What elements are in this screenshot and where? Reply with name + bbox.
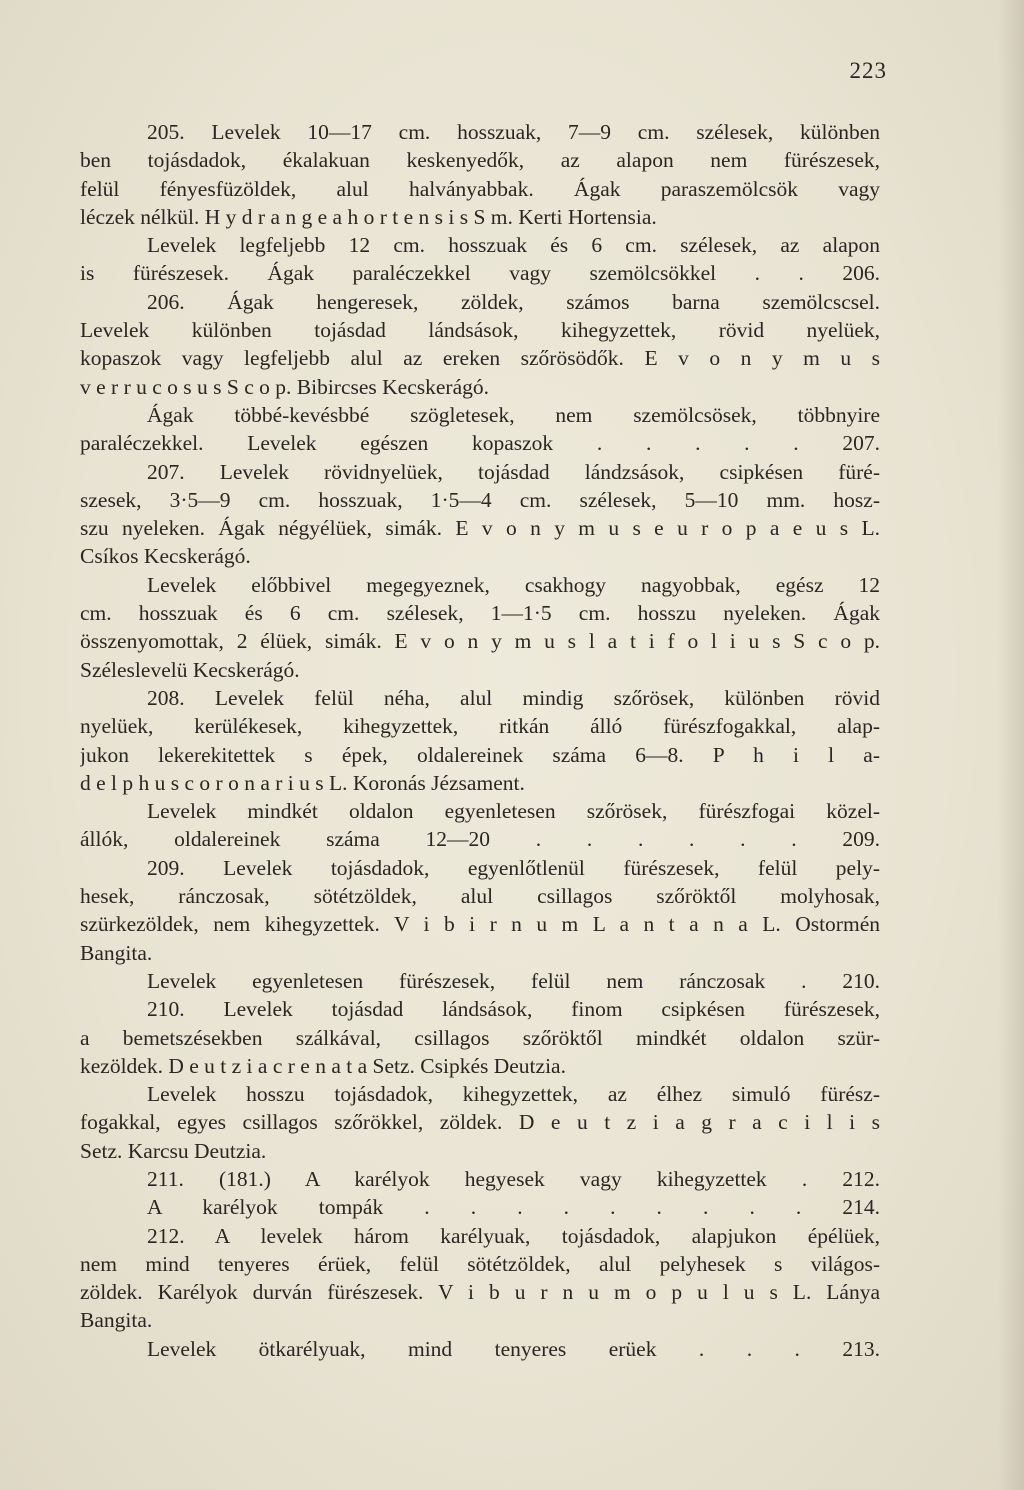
text-line: 208. Levelek felül néha, alul mindig szőrösek, különben rövid — [147, 685, 880, 710]
text-line: 209. Levelek tojásdadok, egyenlőtlenül fürészesek, felül pely- — [147, 855, 880, 880]
text-line: Levelek mindkét oldalon egyenletesen szőrösek, fürészfogai közel- — [147, 799, 880, 824]
text-line: Levelek legfeljebb 12 cm. hosszuak és 6 cm. szélesek, az alapon — [147, 233, 880, 258]
text-line: nem mind tenyeres érüek, felül sötétzöldek, alul pelyhesek s világos- — [80, 1251, 880, 1276]
text-line: Levelek előbbivel megegyeznek, csakhogy nagyobbak, egész 12 — [147, 572, 880, 597]
text-line: összenyomottak, 2 élüek, simák. E v o n y m u s l a t i f o l i u s S c o p. — [80, 629, 880, 654]
text-line: jukon lekerekitettek s épek, oldalereinek száma 6—8. P h i l a- — [80, 742, 880, 767]
text-line: A karélyok tompák . . . . . . . . . 214. — [147, 1195, 880, 1220]
text-line: állók, oldalereinek száma 12—20 . . . . . . 209. — [80, 827, 880, 852]
text-line: Levelek különben tojásdad lándsások, kihegyzettek, rövid nyelüek, — [80, 318, 880, 343]
text-line: 210. Levelek tojásdad lándsások, finom csipkésen fürészesek, — [147, 997, 880, 1022]
text-line: v e r r u c o s u s S c o p. Bibircses Kecskerágó. — [80, 374, 490, 399]
text-line: Bangita. — [80, 940, 153, 965]
text-line: Levelek egyenletesen fürészesek, felül nem ránczosak . 210. — [147, 968, 880, 993]
text-line: 205. Levelek 10—17 cm. hosszuak, 7—9 cm. szélesek, különben — [147, 120, 880, 144]
text-line: Széleslevelü Kecskerágó. — [80, 657, 300, 682]
page-number: 223 — [849, 58, 887, 83]
text-line: cm. hosszuak és 6 cm. szélesek, 1—1·5 cm. hosszu nyeleken. Ágak — [80, 601, 880, 626]
text-line: is fürészesek. Ágak paraléczekkel vagy szemölcsökkel . . 206. — [80, 261, 880, 286]
text-line: d e l p h u s c o r o n a r i u s L. Koronás Jézsament. — [80, 770, 525, 795]
text-line: kopaszok vagy legfeljebb alul az ereken szőrösödők. E v o n y m u s — [80, 346, 880, 371]
text-line: 207. Levelek rövidnyelüek, tojásdad lándzsások, csipkésen füré- — [147, 459, 880, 484]
text-line: felül fényesfüzöldek, alul halványabbak. Ágak paraszemölcsök vagy — [80, 176, 880, 201]
page-edge-shadow — [998, 0, 1024, 1490]
text-line: ben tojásdadok, ékalakuan keskenyedők, az alapon nem fürészesek, — [80, 148, 880, 173]
text-line: 212. A levelek három karélyuak, tojásdadok, alapjukon épélüek, — [147, 1223, 880, 1248]
text-line: nyelüek, kerülékesek, kihegyzettek, ritkán álló fürészfogakkal, alap- — [80, 714, 880, 739]
text-line: szu nyeleken. Ágak négyélüek, simák. E v o n y m u s e u r o p a e u s L. — [80, 516, 880, 541]
body-text — [80, 118, 880, 1363]
text-line: paraléczekkel. Levelek egészen kopaszok . . . . . 207. — [80, 431, 880, 456]
text-line: léczek nélkül. H y d r a n g e a h o r t e n s i s S m. Kerti Hortensia. — [80, 204, 657, 229]
text-line: kezöldek. D e u t z i a c r e n a t a Setz. Csipkés Deutzia. — [80, 1053, 566, 1078]
text-line: Ágak többé-kevésbbé szögletesek, nem szemölcsösek, többnyire — [147, 402, 880, 427]
text-line: fogakkal, egyes csillagos szőrökkel, zöldek. D e u t z i a g r a c i l i s — [80, 1110, 880, 1135]
text-line: 206. Ágak hengeresek, zöldek, számos barna szemölcscsel. — [147, 289, 880, 314]
text-line: Levelek ötkarélyuak, mind tenyeres erüek . . . 213. — [147, 1336, 880, 1361]
text-line: hesek, ránczosak, sötétzöldek, alul csillagos szőröktől molyhosak, — [80, 884, 880, 909]
text-line: Csíkos Kecskerágó. — [80, 544, 251, 569]
text-line: Levelek hosszu tojásdadok, kihegyzettek, az élhez simuló fürész- — [147, 1082, 880, 1107]
text-line: 211. (181.) A karélyok hegyesek vagy kihegyzettek . 212. — [147, 1166, 880, 1191]
text-line: a bemetszésekben szálkával, csillagos szőröktől mindkét oldalon szür- — [80, 1025, 880, 1050]
text-line: Bangita. — [80, 1308, 153, 1333]
text-line: Setz. Karcsu Deutzia. — [80, 1138, 267, 1163]
text-line: szesek, 3·5—9 cm. hosszuak, 1·5—4 cm. szélesek, 5—10 mm. hosz- — [80, 487, 880, 512]
text-line: zöldek. Karélyok durván fürészesek. V i b u r n u m o p u l u s L. Lánya — [80, 1280, 880, 1305]
text-line: szürkezöldek, nem kihegyzettek. V i b i r n u m L a n t a n a L. Ostormén — [80, 912, 880, 937]
